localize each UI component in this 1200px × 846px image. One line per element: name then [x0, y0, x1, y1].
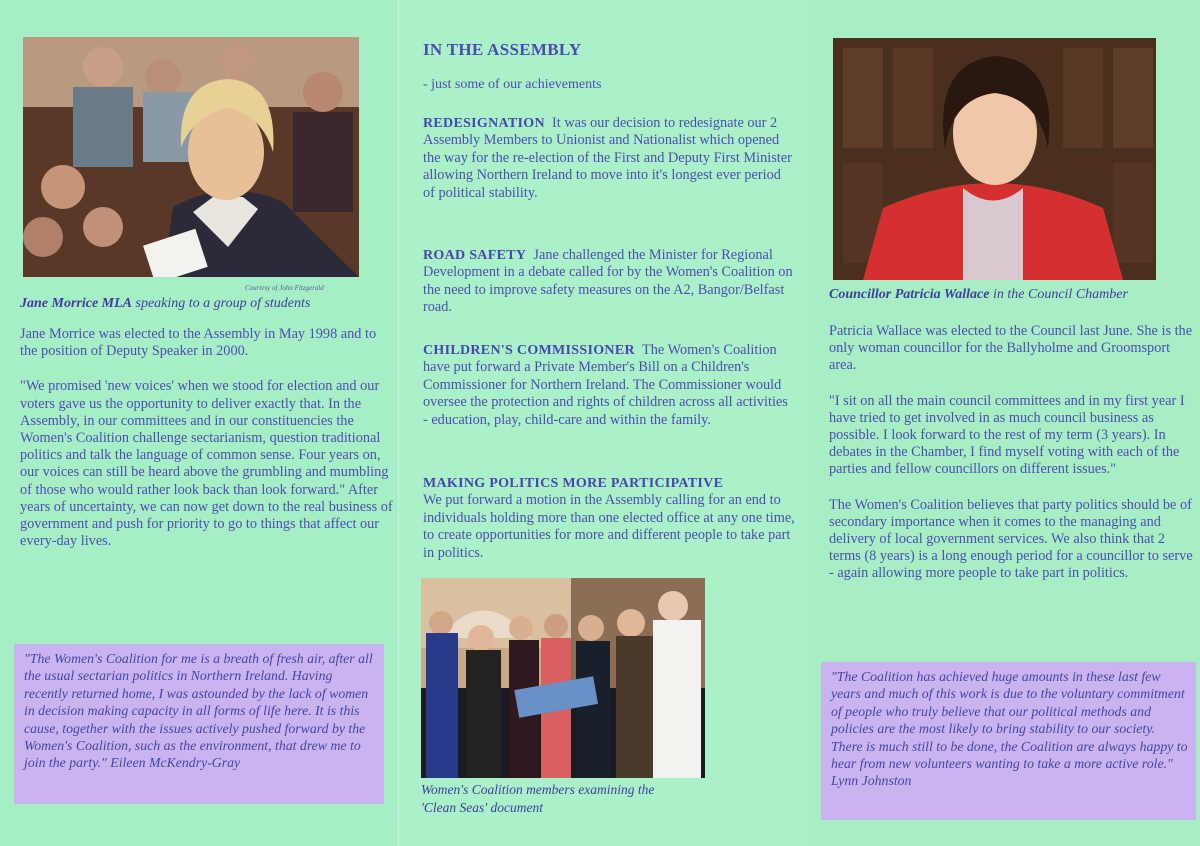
road-safety-section — [423, 247, 795, 317]
patricia-wallace-photo — [833, 38, 1156, 280]
jane-morrice-statement: "We promised 'new voices' when we stood for election and our voters gave us the opportunity to deliver exactly that. In the Assembly, in our committees and in our constituencies the Women's Coalition challenge sectarianism, question traditional politics and talk the language of common sense. Four years on, our voices can still be heard above the grumbling and mumbling of those who would rather look back than look forward." After years of uncertainty, we can now get down to the real business of government and push for priority to go to things that affect our every-day lives. — [20, 378, 393, 550]
patricia-wallace-intro: Patricia Wallace was elected to the Council last June. She is the only woman councillor for the Ballyholme and Groomsport area. — [829, 323, 1193, 374]
jane-morrice-intro: Jane Morrice was elected to the Assembly in May 1998 and to the position of Deputy Speaker in 2000. — [20, 326, 377, 360]
middle-panel — [398, 0, 810, 846]
redesignation-section — [423, 115, 795, 202]
childrens-commissioner-section — [423, 342, 795, 429]
assembly-heading: IN THE ASSEMBLY — [423, 40, 582, 59]
participative-title: MAKING POLITICS MORE PARTICIPATIVE — [423, 476, 724, 491]
right-body-text — [829, 323, 1199, 601]
assembly-subheading: - just some of our achievements — [423, 77, 602, 92]
redesignation-text: It was our decision to redesignate our 2 Assembly Members to Unionist and Nationalist which opened the way for the re-election of the First and Deputy First Minister allowing Northern Ireland to move into it's longest ever period of political stability. — [423, 115, 792, 201]
left-panel — [0, 0, 398, 846]
jane-morrice-photo — [23, 37, 359, 277]
eileen-quote-text: "The Women's Coalition for me is a breath of fresh air, after all the usual sectarian politics in Northern Ireland. Having recently returned home, I was astounded by the lack of women in decision making capacity in all forms of life here. It is this cause, together with the issues actively pushed forward by the Women's Coalition, such as the environment, that drew me to join the party." Eileen McKendry-Gray — [24, 651, 373, 771]
road-safety-title: ROAD SAFETY — [423, 248, 527, 263]
clean-seas-caption-line1: Women's Coalition members examining the — [421, 782, 655, 797]
council-policy-text: The Women's Coalition believes that party politics should be of secondary importance when it comes to the managing and delivery of local government services. We also think that 2 terms (8 years) is a long enough period for a councillor to serve - again allowing more people to take part in politics. — [829, 496, 1193, 582]
eileen-quote-box — [14, 644, 384, 804]
caption-name: Jane Morrice MLA — [20, 296, 132, 311]
participative-section — [423, 475, 795, 562]
redesignation-title: REDESIGNATION — [423, 116, 545, 131]
clean-seas-caption-line2: 'Clean Seas' document — [421, 800, 544, 815]
caption-rest: in the Council Chamber — [989, 287, 1128, 302]
patricia-wallace-statement: "I sit on all the main council committees and in my first year I have tried to get involved in as much council business as possible. I look forward to the rest of my term (3 years). In debates in the Chamber, I find myself voting with each of the parties and fellow councillors on different issues." — [829, 392, 1185, 478]
clean-seas-caption — [421, 781, 654, 817]
patricia-wallace-caption — [829, 287, 1128, 303]
participative-text: We put forward a motion in the Assembly calling for an end to individuals holding more than one elected office at any one time, to create opportunities for more and different people to take part in politics. — [423, 492, 795, 561]
lynn-quote-text: "The Coalition has achieved huge amounts in these last few years and much of this work is due to the voluntary commitment of people who truly believe that our political methods and policies are the most likely to bring stability to our society. There is much still to be done, the Coalition are always happy to hear from new volunteers wanting to take a more active role." Lynn Johnston — [831, 669, 1188, 789]
caption-rest: speaking to a group of students — [132, 296, 311, 311]
childrens-commissioner-text: The Women's Coalition have put forward a Private Member's Bill on a Children's Commissioner for Northern Ireland. The Commissioner would oversee the protection and rights of children across all activities - education, play, child-care and within the family. — [423, 342, 788, 428]
right-panel — [809, 0, 1200, 846]
lynn-quote-box — [821, 662, 1196, 820]
photo-credit: Courtesy of John Fitzgerald — [245, 284, 324, 292]
left-body-text — [20, 326, 394, 568]
clean-seas-photo — [421, 578, 705, 778]
childrens-commissioner-title: CHILDREN'S COMMISSIONER — [423, 343, 635, 358]
road-safety-text: Jane challenged the Minister for Regional Development in a debate called for by the Women's Coalition on the need to improve safety measures on the A2, Bangor/Belfast road. — [423, 247, 793, 316]
caption-name: Councillor Patricia Wallace — [829, 287, 990, 302]
jane-morrice-caption — [20, 296, 310, 312]
